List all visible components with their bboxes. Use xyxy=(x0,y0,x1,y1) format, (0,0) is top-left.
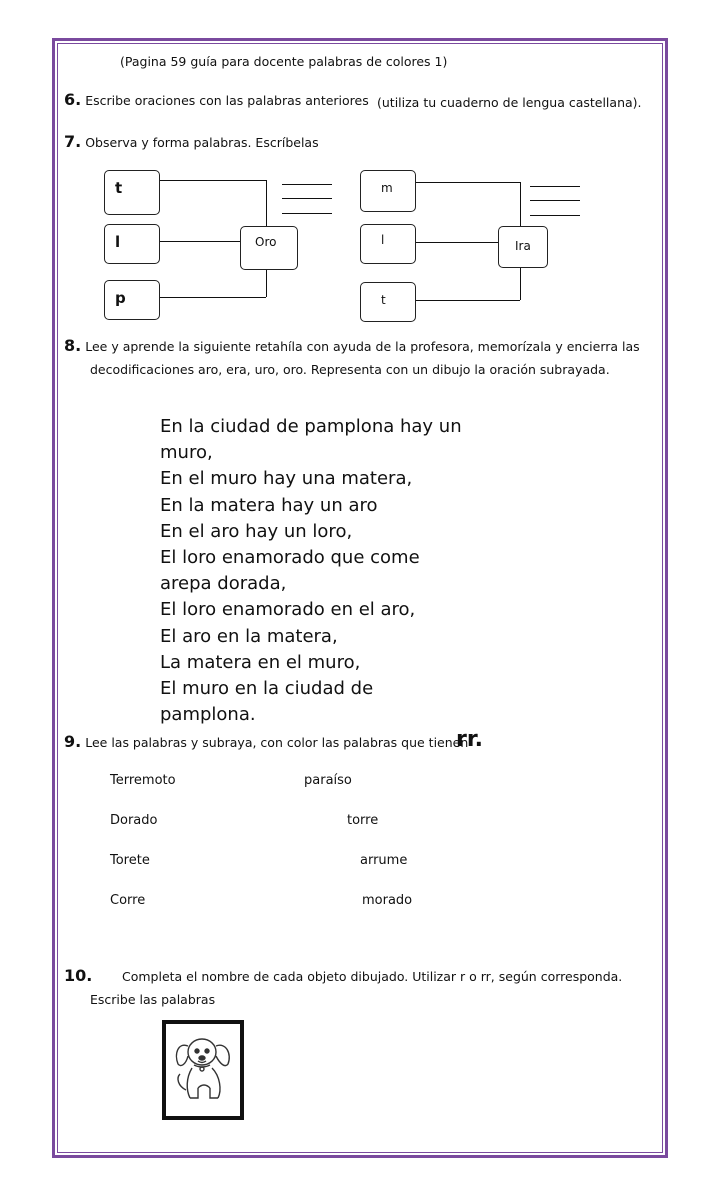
header-note: (Pagina 59 guía para docente palabras de colores 1) xyxy=(120,54,448,69)
exercise-6 xyxy=(64,92,369,109)
exercise-8 xyxy=(64,338,640,355)
word-item: morado xyxy=(362,893,413,908)
exercise-6-note: (utiliza tu cuaderno de lengua castellana). xyxy=(377,95,642,110)
exercise-8-line1: Lee y aprende la siguiente retahíla con ayuda de la profesora, memorízala y encierra las xyxy=(85,339,640,354)
dog-icon xyxy=(166,1024,240,1116)
connector-line xyxy=(520,182,521,226)
exercise-10-line1: Completa el nombre de cada objeto dibujado. Utilizar r o rr, según corresponda. xyxy=(122,969,623,984)
connector-line xyxy=(416,182,520,183)
poem-line: En la ciudad de pamplona hay un xyxy=(160,416,462,437)
poem-line: El loro enamorado en el aro, xyxy=(160,599,416,621)
answer-line xyxy=(282,213,332,214)
poem-line: El muro en la ciudad de xyxy=(160,678,374,700)
poem-line: En el muro hay una matera, xyxy=(160,468,413,490)
connector-line xyxy=(160,180,266,181)
letter-box-l-right: l xyxy=(360,224,416,264)
exercise-9-text: Lee las palabras y subraya, con color las palabras que tienen xyxy=(85,735,469,750)
letter-box-m-right: m xyxy=(360,170,416,212)
exercise-6-text: Escribe oraciones con las palabras anteriores xyxy=(85,93,369,108)
letter-box-p-left: p xyxy=(104,280,160,320)
exercise-7-number: 7. xyxy=(64,132,82,151)
poem-line: arepa dorada, xyxy=(160,573,287,595)
exercise-7-text: Observa y forma palabras. Escríbelas xyxy=(85,135,319,150)
poem-line: El loro enamorado que come xyxy=(160,547,420,569)
word-item: Terremoto xyxy=(110,773,176,788)
poem-line: En el aro hay un loro, xyxy=(160,520,353,542)
exercise-7 xyxy=(64,134,319,151)
rr-emphasis: rr. xyxy=(456,727,483,752)
answer-line xyxy=(530,215,580,216)
word-item: Torete xyxy=(110,853,150,868)
word-item: arrume xyxy=(360,853,408,868)
ending-box-ira: Ira xyxy=(498,226,548,268)
exercise-6-number: 6. xyxy=(64,90,82,109)
answer-line xyxy=(530,186,580,187)
word-item: paraíso xyxy=(304,773,352,788)
exercise-9-number: 9. xyxy=(64,732,82,751)
letter-box-l-left: l xyxy=(104,224,160,264)
exercise-8-line2: decodificaciones aro, era, uro, oro. Representa con un dibujo la oración subrayada. xyxy=(90,362,610,377)
word-item: Corre xyxy=(110,893,146,908)
connector-line xyxy=(160,297,266,298)
poem xyxy=(160,414,462,728)
poem-line: En la matera hay un aro xyxy=(160,494,378,516)
exercise-9 xyxy=(64,734,468,751)
letter-box-t-right: t xyxy=(360,282,416,322)
word-item: Dorado xyxy=(110,813,158,828)
connector-line xyxy=(416,242,498,243)
answer-line xyxy=(282,198,332,199)
poem-line: La matera en el muro, xyxy=(160,651,361,673)
poem-line: muro, xyxy=(160,442,213,464)
poem-line: El aro en la matera, xyxy=(160,625,338,647)
answer-line xyxy=(282,184,332,185)
connector-line xyxy=(266,180,267,226)
poem-line: pamplona. xyxy=(160,704,256,726)
dog-picture-frame xyxy=(162,1020,244,1120)
answer-line xyxy=(530,200,580,201)
word-item: torre xyxy=(347,813,379,828)
connector-line xyxy=(416,300,520,301)
exercise-8-number: 8. xyxy=(64,336,82,355)
exercise-10-line2: Escribe las palabras xyxy=(90,992,216,1007)
connector-line xyxy=(520,268,521,300)
exercise-10-number: 10. xyxy=(64,966,93,985)
ending-box-oro: Oro xyxy=(240,226,298,270)
connector-line xyxy=(266,270,267,297)
letter-box-t-left: t xyxy=(104,170,160,215)
connector-line xyxy=(160,241,240,242)
